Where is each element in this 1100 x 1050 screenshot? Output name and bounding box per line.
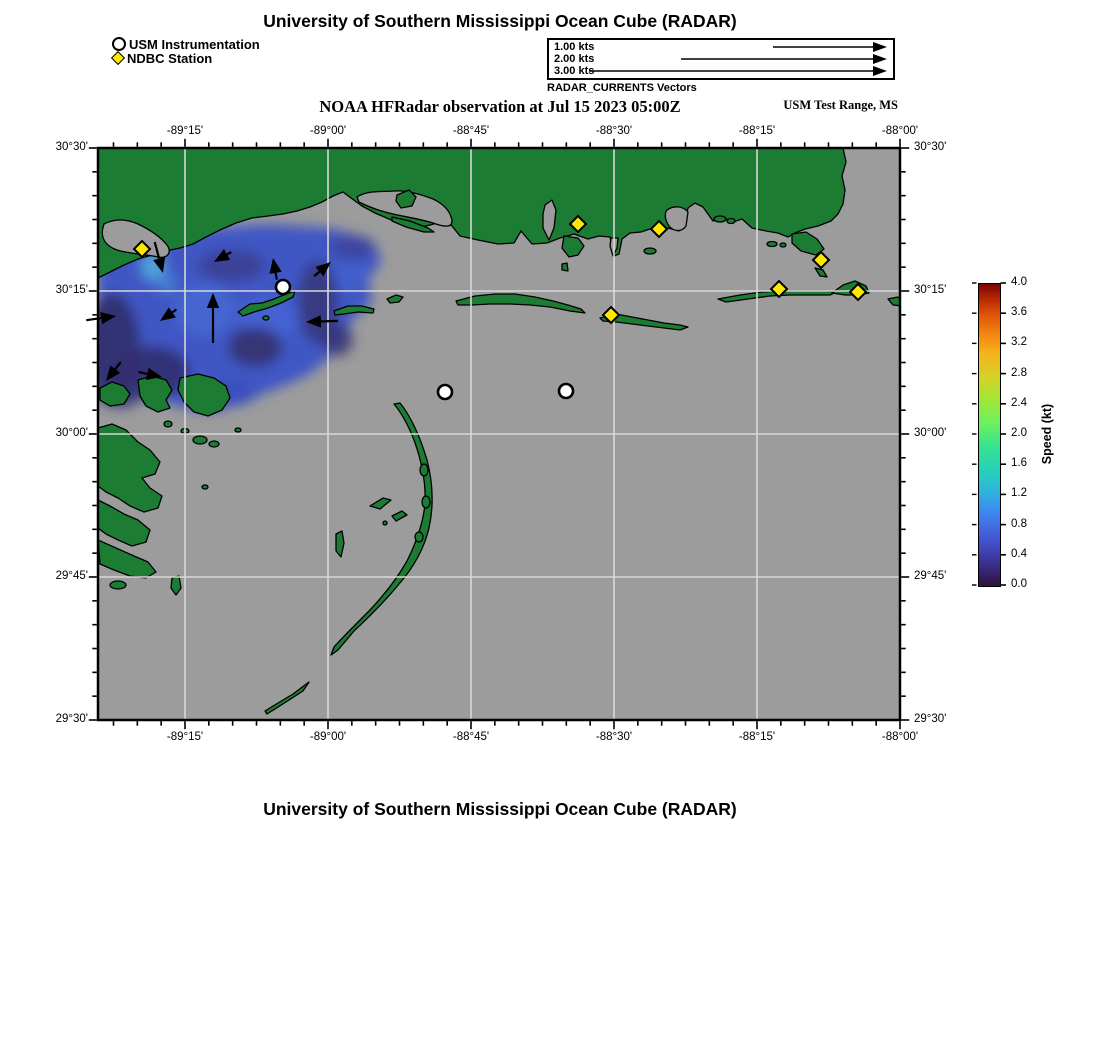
coastal-islet [727, 219, 735, 224]
lat-label-right: 30°00' [914, 427, 947, 439]
colorbar [978, 283, 1001, 587]
lat-label-right: 29°45' [914, 570, 947, 582]
marsh-islet [202, 485, 208, 489]
lat-label-left: 30°15' [55, 284, 88, 296]
lon-label-top: -89°15' [166, 125, 204, 137]
marsh-islet [164, 421, 172, 427]
coastal-islet [780, 243, 786, 247]
lat-label-right: 30°30' [914, 141, 947, 153]
coastal-islet [767, 242, 777, 247]
chandeleur-bump [420, 464, 428, 476]
cat-island-dot [263, 316, 269, 320]
marsh-islet [209, 441, 219, 447]
lon-label-bottom: -88°45' [452, 731, 490, 743]
page-title: University of Southern Mississippi Ocean Cube (RADAR) [263, 11, 737, 31]
colorbar-tick-label: 1.2 [1011, 487, 1027, 500]
lon-label-bottom: -88°00' [881, 731, 919, 743]
coastal-islet [714, 216, 726, 222]
coastal-islet [562, 263, 568, 271]
colorbar-tick-label: 2.4 [1011, 396, 1027, 409]
usm-instrumentation-marker [438, 385, 452, 399]
observation-subtitle: NOAA HFRadar observation at Jul 15 2023 05:00Z [319, 97, 681, 116]
colorbar-tick-label: 1.6 [1011, 457, 1027, 470]
lon-label-top: -88°30' [595, 125, 633, 137]
colorbar-tick-label: 3.2 [1011, 336, 1027, 349]
lon-label-bottom: -89°15' [166, 731, 204, 743]
lat-label-right: 29°30' [914, 713, 947, 725]
chandeleur-bump [422, 496, 430, 508]
islet-dot [383, 521, 387, 525]
lon-label-top: -88°00' [881, 125, 919, 137]
lat-label-left: 29°45' [55, 570, 88, 582]
colorbar-tick-label: 3.6 [1011, 306, 1027, 319]
colorbar-tick-label: 0.4 [1011, 547, 1027, 560]
coastal-islet [644, 248, 656, 254]
colorbar-tick-label: 2.0 [1011, 427, 1027, 439]
range-label: USM Test Range, MS [783, 98, 898, 112]
colorbar-title: Speed (kt) [1040, 403, 1054, 465]
legend-label-usm: USM Instrumentation [129, 36, 260, 52]
lon-label-top: -89°00' [309, 125, 347, 137]
marsh-islet [110, 581, 126, 589]
scale-row-label: 2.00 kts [554, 53, 595, 65]
marsh-islet [235, 428, 241, 432]
colorbar-tick-label: 2.8 [1011, 366, 1027, 379]
chandeleur-bump [415, 532, 423, 542]
lon-label-bottom: -88°30' [595, 731, 633, 743]
scale-row-label: 1.00 kts [554, 41, 595, 53]
usm-instrumentation-marker [276, 280, 290, 294]
lon-label-top: -88°45' [452, 125, 490, 137]
legend-label-ndbc: NDBC Station [127, 50, 213, 66]
marsh-islet [193, 436, 207, 444]
lat-label-left: 30°30' [55, 141, 88, 153]
colorbar-tick-label: 0.0 [1011, 578, 1027, 590]
footer-title: University of Southern Mississippi Ocean Cube (RADAR) [263, 799, 737, 819]
colorbar-tick-label: 4.0 [1011, 276, 1027, 288]
lat-label-right: 30°15' [914, 284, 947, 296]
lon-label-bottom: -89°00' [309, 731, 347, 743]
lon-label-bottom: -88°15' [738, 731, 776, 743]
scale-row-label: 3.00 kts [554, 65, 595, 77]
lat-label-left: 29°30' [55, 713, 88, 725]
usm-instrumentation-marker [559, 384, 573, 398]
lon-label-top: -88°15' [738, 125, 776, 137]
colorbar-tick-label: 0.8 [1011, 517, 1027, 530]
vector-scale-caption: RADAR_CURRENTS Vectors [547, 82, 697, 94]
lat-label-left: 30°00' [55, 427, 88, 439]
